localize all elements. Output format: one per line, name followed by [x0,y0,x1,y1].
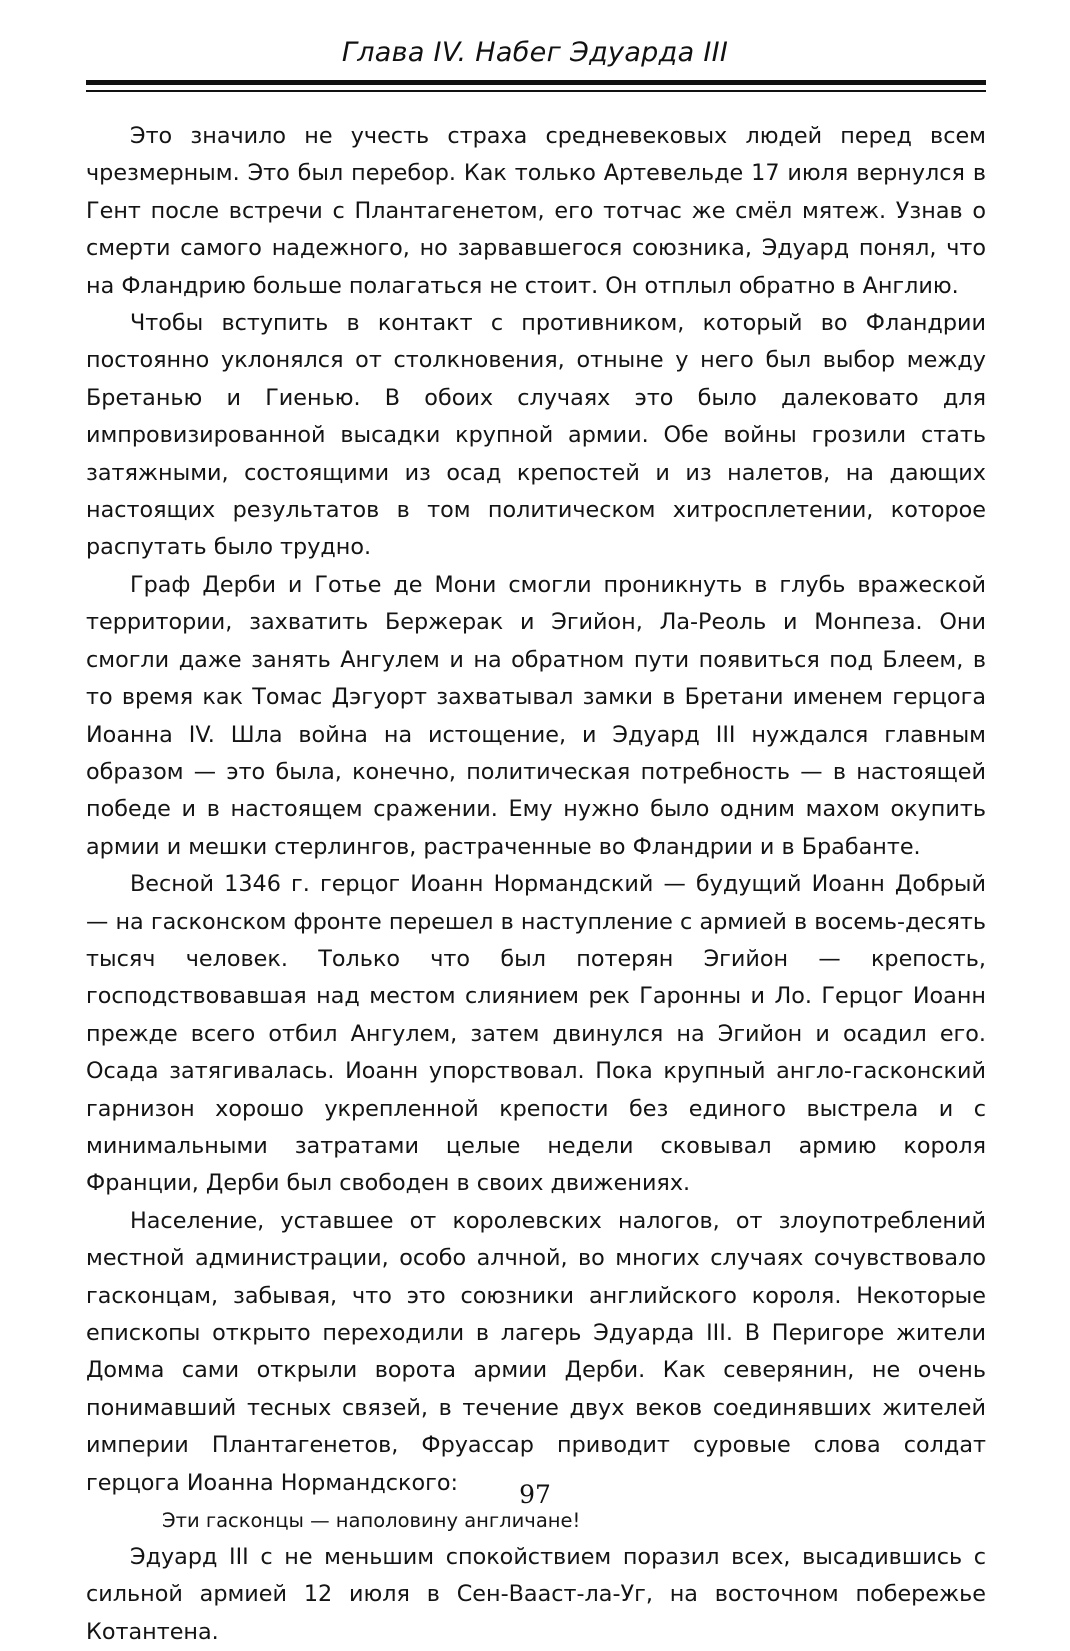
header-rule-thick [86,80,986,85]
page-number: 97 [519,1480,551,1509]
paragraph: Весной 1346 г. герцог Иоанн Нормандский — будущий Иоанн Добрый — на гасконском фронте перешел в наступление с армией в восемь-десять тысяч человек. Только что был потерян Эгийон — крепость, господствовавшая над местом слиянием рек Гаронны и Ло. Герцог Иоанн прежде всего отбил Ангулем, затем двинулся на Эгийон и осадил его. Осада затягивалась. Иоанн упорствовал. Пока крупный англо-гасконский гарнизон хорошо укрепленной крепости без единого выстрела и с минимальными затратами целые недели сковывал армию короля Франции, Дерби был свободен в своих движениях. [86,871,986,1197]
running-head: Глава IV. Набег Эдуарда III [341,37,729,68]
paragraph: Население, уставшее от королевских налогов, от злоупотреблений местной администрации, особо алчной, во многих случаях сочувствовало гасконцам, забывая, что это союзники английского короля. Некоторые епископы открыто переходили в лагерь Эдуарда III. В Перигоре жители Домма сами открыли ворота армии Дерби. Как северянин, не очень понимавший тесных связей, в течение двух веков соединявших жителей империи Плантагенетов, Фруассар приводит суровые слова солдат герцога Иоанна Нормандского: [86,1207,986,1496]
body-text [86,118,986,1651]
block-quote: Эти гасконцы — наполовину англичане! [162,1509,581,1533]
header-rule-thin [86,90,986,92]
paragraph: Эдуард III с не меньшим спокойствием поразил всех, высадившись с сильной армией 12 июля в Сен-Вааст-ла-Уг, на восточном побережье Котантена. [86,1544,986,1645]
paragraph: Граф Дерби и Готье де Мони смогли проникнуть в глубь вражеской территории, захватить Бержерак и Эгийон, Ла-Реоль и Монпеза. Они смогли даже занять Ангулем и на обратном пути появиться под Блеем, в то время как Томас Дэгуорт захватывал замки в Бретани именем герцога Иоанна IV. Шла война на истощение, и Эдуард III нуждался главным образом — это была, конечно, политическая потребность — в настоящей победе и в настоящем сражении. Ему нужно было одним махом окупить армии и мешки стерлингов, растраченные во Фландрии и в Брабанте. [86,571,986,860]
paragraph: Чтобы вступить в контакт с противником, который во Фландрии постоянно уклонялся от столкновения, отныне у него был выбор между Бретанью и Гиенью. В обоих случаях это было далековато для импровизированной высадки крупной армии. Обе войны грозили стать затяжными, состоящими из осад крепостей и из налетов, на дающих настоящих результатов в том политическом хитросплетении, которое распутать было трудно. [86,310,986,561]
paragraph: Это значило не учесть страха средневековых людей перед всем чрезмерным. Это был перебор. Как только Артевельде 17 июля вернулся в Гент после встречи с Плантагенетом, его тотчас же смёл мятеж. Узнав о смерти самого надежного, но зарвавшегося союзника, Эдуард понял, что на Фландрию больше полагаться не стоит. Он отплыл обратно в Англию. [86,123,986,299]
